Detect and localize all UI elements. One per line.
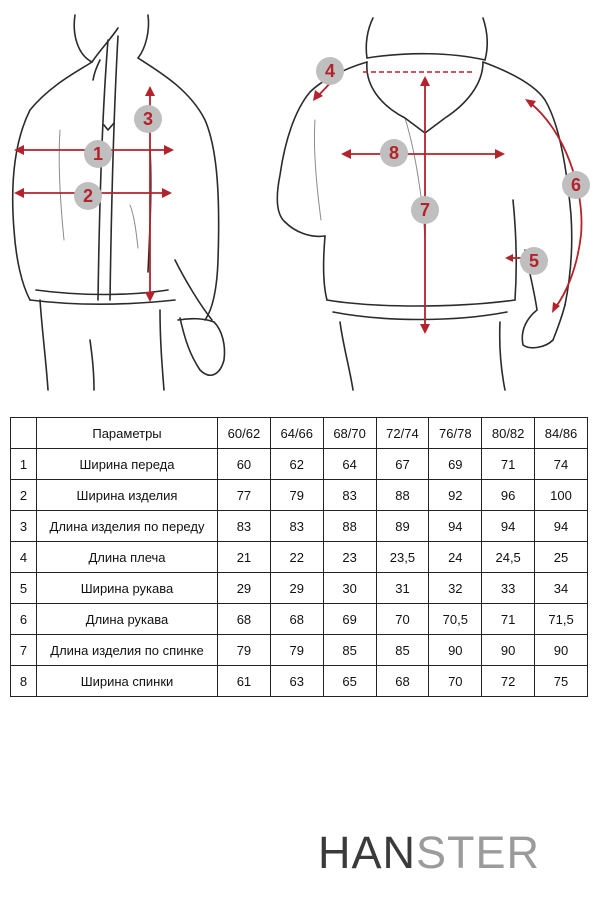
size-value: 89 <box>376 511 429 542</box>
row-number: 3 <box>11 511 37 542</box>
header-cell-params: Параметры <box>37 418 218 449</box>
size-value: 25 <box>535 542 588 573</box>
size-value: 69 <box>429 449 482 480</box>
brand-logo-part1: HAN <box>318 827 417 878</box>
header-cell-size: 68/70 <box>323 418 376 449</box>
header-cell-size: 84/86 <box>535 418 588 449</box>
header-cell-size: 76/78 <box>429 418 482 449</box>
header-cell-size: 80/82 <box>482 418 535 449</box>
size-value: 79 <box>270 635 323 666</box>
size-chart-table <box>10 417 588 697</box>
row-number: 5 <box>11 573 37 604</box>
row-parameter: Длина изделия по спинке <box>37 635 218 666</box>
size-value: 90 <box>482 635 535 666</box>
back-view-illustration <box>255 0 600 395</box>
brand-logo <box>318 828 578 878</box>
size-value: 63 <box>270 666 323 697</box>
size-value: 69 <box>323 604 376 635</box>
size-value: 71,5 <box>535 604 588 635</box>
size-value: 70,5 <box>429 604 482 635</box>
size-value: 85 <box>376 635 429 666</box>
header-cell-size: 64/66 <box>270 418 323 449</box>
size-value: 70 <box>376 604 429 635</box>
size-value: 60 <box>218 449 271 480</box>
table-row <box>11 635 588 666</box>
header-cell-size: 60/62 <box>218 418 271 449</box>
table-row <box>11 604 588 635</box>
size-value: 88 <box>376 480 429 511</box>
size-value: 68 <box>270 604 323 635</box>
size-value: 83 <box>323 480 376 511</box>
size-value: 83 <box>270 511 323 542</box>
size-value: 77 <box>218 480 271 511</box>
size-value: 96 <box>482 480 535 511</box>
row-parameter: Ширина изделия <box>37 480 218 511</box>
size-value: 71 <box>482 449 535 480</box>
header-cell-size: 72/74 <box>376 418 429 449</box>
measure-badge-8 <box>380 139 408 167</box>
svg-text:5: 5 <box>528 251 540 271</box>
size-value: 68 <box>376 666 429 697</box>
front-hoodie-sketch <box>13 15 225 390</box>
table-row <box>11 573 588 604</box>
size-value: 33 <box>482 573 535 604</box>
size-value: 34 <box>535 573 588 604</box>
size-value: 75 <box>535 666 588 697</box>
size-value: 94 <box>429 511 482 542</box>
size-value: 90 <box>535 635 588 666</box>
measure-badge-5 <box>520 247 548 275</box>
row-number: 2 <box>11 480 37 511</box>
size-value: 62 <box>270 449 323 480</box>
row-number: 8 <box>11 666 37 697</box>
table-row <box>11 480 588 511</box>
size-value: 21 <box>218 542 271 573</box>
size-value: 79 <box>270 480 323 511</box>
size-value: 79 <box>218 635 271 666</box>
measure-badge-3 <box>134 105 162 133</box>
row-parameter: Длина изделия по переду <box>37 511 218 542</box>
row-parameter: Ширина спинки <box>37 666 218 697</box>
size-value: 68 <box>218 604 271 635</box>
size-value: 29 <box>218 573 271 604</box>
size-value: 94 <box>482 511 535 542</box>
size-value: 32 <box>429 573 482 604</box>
size-value: 64 <box>323 449 376 480</box>
size-value: 94 <box>535 511 588 542</box>
size-value: 29 <box>270 573 323 604</box>
measure-badge-2 <box>74 182 102 210</box>
measure-badge-6 <box>562 171 590 199</box>
measure-badge-1 <box>84 140 112 168</box>
size-value: 30 <box>323 573 376 604</box>
size-value: 24,5 <box>482 542 535 573</box>
size-value: 90 <box>429 635 482 666</box>
size-value: 85 <box>323 635 376 666</box>
row-number: 6 <box>11 604 37 635</box>
size-value: 92 <box>429 480 482 511</box>
svg-text:6: 6 <box>570 175 582 195</box>
header-cell-num <box>11 418 37 449</box>
size-value: 74 <box>535 449 588 480</box>
size-value: 24 <box>429 542 482 573</box>
row-parameter: Длина плеча <box>37 542 218 573</box>
size-value: 22 <box>270 542 323 573</box>
size-value: 61 <box>218 666 271 697</box>
svg-text:2: 2 <box>82 186 94 206</box>
size-value: 100 <box>535 480 588 511</box>
svg-text:3: 3 <box>142 109 154 129</box>
svg-text:7: 7 <box>419 200 431 220</box>
size-value: 65 <box>323 666 376 697</box>
row-number: 1 <box>11 449 37 480</box>
row-parameter: Ширина переда <box>37 449 218 480</box>
size-value: 83 <box>218 511 271 542</box>
svg-text:8: 8 <box>388 143 400 163</box>
size-value: 88 <box>323 511 376 542</box>
svg-text:1: 1 <box>92 144 104 164</box>
size-value: 72 <box>482 666 535 697</box>
row-number: 7 <box>11 635 37 666</box>
size-value: 67 <box>376 449 429 480</box>
measure-badge-7 <box>411 196 439 224</box>
size-value: 23,5 <box>376 542 429 573</box>
row-parameter: Длина рукава <box>37 604 218 635</box>
table-row <box>11 666 588 697</box>
table-row <box>11 542 588 573</box>
table-row <box>11 449 588 480</box>
size-value: 70 <box>429 666 482 697</box>
size-value: 31 <box>376 573 429 604</box>
size-value: 23 <box>323 542 376 573</box>
measure-badge-4 <box>316 57 344 85</box>
size-value: 71 <box>482 604 535 635</box>
table-row <box>11 511 588 542</box>
brand-logo-part2: STER <box>416 827 541 878</box>
row-parameter: Ширина рукава <box>37 573 218 604</box>
svg-text:4: 4 <box>324 61 336 81</box>
front-view-illustration <box>0 0 240 395</box>
size-chart-header-row <box>11 418 588 449</box>
row-number: 4 <box>11 542 37 573</box>
measure-line-6 <box>529 102 582 308</box>
